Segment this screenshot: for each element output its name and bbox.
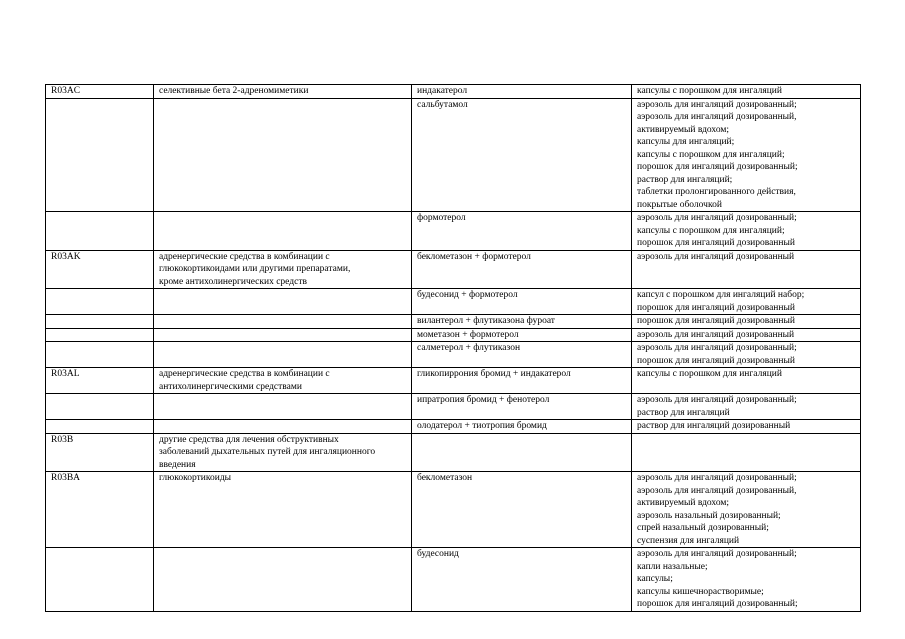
atc-code-cell: R03AK (46, 250, 154, 289)
dosage-form-line: капсулы для ингаляций; (637, 137, 735, 147)
drug-name-cell: вилантерол + флутиказона фуроат (412, 315, 632, 329)
dosage-form-line: аэрозоль для ингаляций дозированный; (637, 343, 797, 353)
pharmacological-group-cell (154, 433, 412, 472)
dosage-form-line: порошок для ингаляций дозированный; (637, 162, 798, 172)
pharmacological-group-cell (154, 420, 412, 434)
pharmacological-group-cell (154, 394, 412, 420)
drug-name-cell: беклометазон (412, 472, 632, 548)
table-row (46, 433, 861, 472)
table-row (46, 368, 861, 394)
dosage-form-line: аэрозоль для ингаляций дозированный; (637, 99, 797, 110)
dosage-form-cell (632, 548, 861, 612)
dosage-form-line: суспензия для ингаляций (637, 535, 740, 546)
dosage-form-cell (632, 212, 861, 251)
dosage-form-cell (632, 98, 861, 212)
table-row (46, 98, 861, 212)
pharmacological-group-cell (154, 315, 412, 329)
atc-code-cell (46, 328, 154, 342)
dosage-form-line: аэрозоль для ингаляций дозированный; (637, 549, 797, 559)
atc-code-cell (46, 98, 154, 212)
dosage-form-line: раствор для ингаляций дозированный (637, 421, 791, 431)
dosage-form-cell (632, 433, 861, 472)
dosage-form-line: раствор для ингаляций (637, 407, 730, 418)
drug-table-body (46, 85, 861, 612)
dosage-form-line: аэрозоль назальный дозированный; (637, 510, 781, 521)
table-row (46, 548, 861, 612)
group-line: другие средства для лечения обструктивных (159, 434, 339, 445)
dosage-form-line: спрей назальный дозированный; (637, 523, 769, 533)
group-line: введения (159, 459, 196, 470)
pharmacological-group-cell (154, 472, 412, 548)
group-line: глюкокортикоидами или другими препаратами, (159, 264, 351, 274)
dosage-form-line: покрытые оболочкой (637, 199, 722, 210)
dosage-form-cell (632, 250, 861, 289)
table-row (46, 315, 861, 329)
dosage-form-line: капсул с порошком для ингаляций набор; (637, 290, 805, 300)
dosage-form-line: капсулы с порошком для ингаляций (637, 86, 782, 96)
table-row (46, 85, 861, 99)
atc-code-cell: R03AC (46, 85, 154, 99)
pharmacological-group-cell (154, 250, 412, 289)
dosage-form-cell (632, 85, 861, 99)
table-row (46, 394, 861, 420)
table-row (46, 472, 861, 548)
dosage-form-line: порошок для ингаляций дозированный (637, 238, 795, 248)
dosage-form-line: аэрозоль для ингаляций дозированный; (637, 213, 797, 223)
pharmacological-group-cell (154, 342, 412, 368)
dosage-form-line: аэрозоль для ингаляций дозированный (637, 329, 795, 340)
dosage-form-line: капсулы с порошком для ингаляций; (637, 149, 785, 160)
table-row (46, 212, 861, 251)
dosage-form-line: капсулы кишечнорастворимые; (637, 586, 764, 597)
table-row (46, 328, 861, 342)
atc-code-cell: R03B (46, 433, 154, 472)
atc-code-cell (46, 342, 154, 368)
atc-code-cell (46, 420, 154, 434)
dosage-form-cell (632, 328, 861, 342)
drug-name-cell: ипратропия бромид + фенотерол (412, 394, 632, 420)
dosage-form-cell (632, 315, 861, 329)
dosage-form-line: раствор для ингаляций; (637, 174, 733, 185)
group-line: кроме антихолинергических средств (159, 276, 307, 287)
pharmacological-group-cell (154, 368, 412, 394)
dosage-form-line: капли назальные; (637, 561, 708, 572)
atc-code-cell (46, 315, 154, 329)
dosage-form-cell (632, 368, 861, 394)
dosage-form-line: аэрозоль для ингаляций дозированный, (637, 112, 797, 122)
drug-name-cell: мометазон + формотерол (412, 328, 632, 342)
drug-name-cell: олодатерол + тиотропия бромид (412, 420, 632, 434)
dosage-form-cell (632, 342, 861, 368)
pharmacological-group-cell (154, 85, 412, 99)
dosage-form-line: порошок для ингаляций дозированный (637, 355, 795, 366)
atc-code-cell: R03BA (46, 472, 154, 548)
pharmacological-group-cell (154, 289, 412, 315)
dosage-form-line: активируемый вдохом; (637, 498, 730, 508)
drug-name-cell: индакатерол (412, 85, 632, 99)
atc-code-cell: R03AL (46, 368, 154, 394)
table-row (46, 342, 861, 368)
pharmacological-group-cell (154, 212, 412, 251)
dosage-form-cell (632, 394, 861, 420)
drug-name-cell: сальбутамол (412, 98, 632, 212)
drug-name-cell (412, 433, 632, 472)
dosage-form-line: порошок для ингаляций дозированный (637, 316, 795, 326)
drug-name-cell: будесонид + формотерол (412, 289, 632, 315)
group-line: адренергические средства в комбинации с (159, 251, 330, 262)
table-row (46, 289, 861, 315)
dosage-form-line: аэрозоль для ингаляций дозированный (637, 251, 795, 262)
pharmacological-group-cell (154, 328, 412, 342)
dosage-form-line: порошок для ингаляций дозированный; (637, 599, 798, 609)
dosage-form-line: аэрозоль для ингаляций дозированный; (637, 473, 797, 483)
dosage-form-cell (632, 289, 861, 315)
group-line: адренергические средства в комбинации с (159, 369, 330, 379)
atc-code-cell (46, 394, 154, 420)
atc-code-cell (46, 548, 154, 612)
drug-name-cell: беклометазон + формотерол (412, 250, 632, 289)
drug-name-cell: гликопиррония бромид + индакатерол (412, 368, 632, 394)
pharmacological-group-cell (154, 548, 412, 612)
dosage-form-line: порошок для ингаляций дозированный (637, 302, 795, 313)
drug-name-cell: формотерол (412, 212, 632, 251)
dosage-form-line: аэрозоль для ингаляций дозированный; (637, 395, 797, 405)
drug-name-cell: салметерол + флутиказон (412, 342, 632, 368)
atc-code-cell (46, 289, 154, 315)
dosage-form-line: активируемый вдохом; (637, 124, 730, 135)
table-row (46, 420, 861, 434)
pharmacological-group-cell (154, 98, 412, 212)
dosage-form-line: капсулы с порошком для ингаляций (637, 369, 782, 379)
group-line: селективные бета 2-адреномиметики (159, 86, 309, 96)
group-line: глюкокортикоиды (159, 473, 232, 483)
dosage-form-line: таблетки пролонгированного действия, (637, 187, 796, 197)
drug-name-cell: будесонид (412, 548, 632, 612)
dosage-form-line: капсулы; (637, 574, 673, 584)
table-row (46, 250, 861, 289)
dosage-form-line: капсулы с порошком для ингаляций; (637, 225, 785, 236)
dosage-form-cell (632, 420, 861, 434)
dosage-form-cell (632, 472, 861, 548)
group-line: антихолинергическими средствами (159, 381, 302, 392)
atc-code-cell (46, 212, 154, 251)
drug-table (45, 84, 861, 612)
group-line: заболеваний дыхательных путей для ингаляционного (159, 447, 376, 457)
dosage-form-line: аэрозоль для ингаляций дозированный, (637, 485, 797, 496)
